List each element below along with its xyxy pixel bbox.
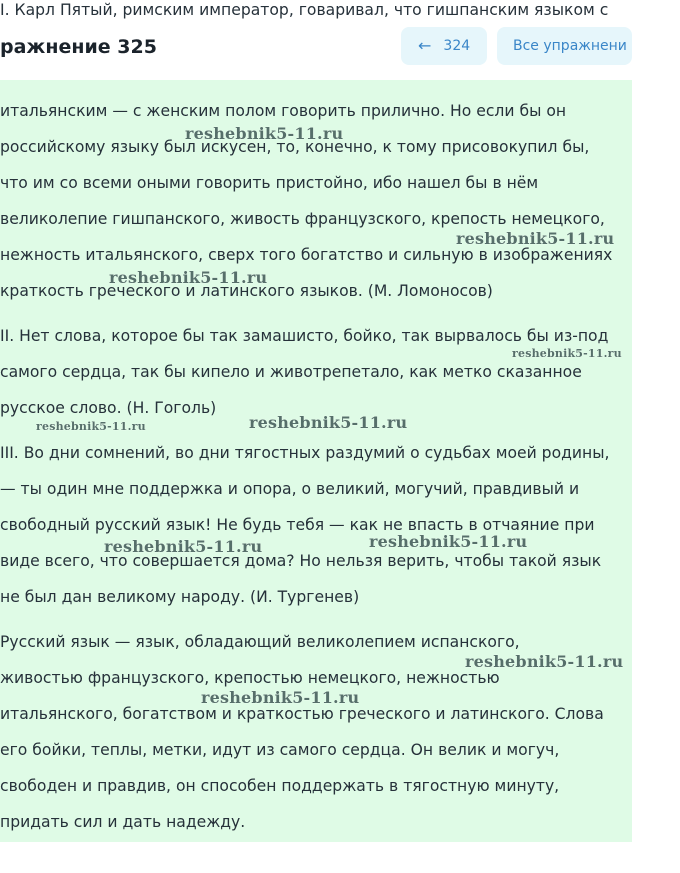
watermark: reshebnik5-11.ru (36, 420, 146, 433)
watermark: reshebnik5-11.ru (109, 268, 268, 287)
text-line: его бойки, теплы, метки, идут из самого сердца. Он велик и могуч, (0, 741, 560, 759)
previous-exercise-button[interactable] (401, 27, 487, 65)
watermark: reshebnik5-11.ru (465, 652, 624, 671)
text-line: свободный русский язык! Не будь тебя — как не впасть в отчаяние при (0, 516, 595, 534)
watermark: reshebnik5-11.ru (249, 413, 408, 432)
text-line: свободен и правдив, он способен поддержать в тягостную минуту, (0, 777, 560, 795)
text-line: живостью французского, крепостью немецкого, нежностью (0, 669, 500, 687)
text-line: итальянским — с женским полом говорить прилично. Но если бы он (0, 102, 567, 120)
text-line: нежность итальянского, сверх того богатство и сильную в изображениях (0, 246, 613, 264)
watermark: reshebnik5-11.ru (456, 229, 615, 248)
all-exercises-label: Все упражнени (513, 38, 627, 54)
text-line: русское слово. (Н. Гоголь) (0, 399, 217, 417)
text-line: III. Во дни сомнений, во дни тягостных раздумий о судьбах моей родины, (0, 444, 610, 462)
text-line: — ты один мне поддержка и опора, о великий, могучий, правдивый и (0, 480, 580, 498)
text-line: Русский язык — язык, обладающий великолепием испанского, (0, 633, 520, 651)
text-line: придать сил и дать надежду. (0, 813, 246, 831)
watermark: reshebnik5-11.ru (104, 537, 263, 556)
arrow-left-icon: ← (418, 36, 432, 55)
paragraph-turgenev (0, 435, 632, 615)
previous-exercise-label: 324 (443, 38, 471, 54)
sticky-header (0, 21, 632, 80)
page-title: ражнение 325 (0, 36, 157, 58)
text-line: виде всего, что совершается дома? Но нельзя верить, чтобы такой язык (0, 552, 602, 570)
watermark: reshebnik5-11.ru (201, 688, 360, 707)
text-line: самого сердца, так бы кипело и животрепетало, как метко сказанное (0, 363, 582, 381)
watermark: reshebnik5-11.ru (369, 532, 528, 551)
text-line: итальянского, богатством и краткостью греческого и латинского. Слова (0, 705, 604, 723)
paragraph-gogol (0, 318, 632, 426)
watermark: reshebnik5-11.ru (185, 124, 344, 143)
text-line: краткость греческого и латинского языков. (М. Ломоносов) (0, 282, 493, 300)
text-line: не был дан великому народу. (И. Тургенев) (0, 588, 360, 606)
all-exercises-button[interactable] (497, 27, 632, 65)
text-line: I. Карл Пятый, римским император, говаривал, что гишпанским языком с (0, 1, 609, 19)
text-line: российскому языку был искусен, то, конечно, к тому присовокупил бы, (0, 138, 590, 156)
text-line: II. Нет слова, которое бы так замашисто, бойко, так вырвалось бы из-под (0, 327, 609, 345)
partially-scrolled-text (0, 0, 632, 21)
watermark: reshebnik5-11.ru (512, 347, 622, 360)
text-line: великолепие гишпанского, живость французского, крепость немецкого, (0, 210, 605, 228)
text-line: что им со всеми оными говорить пристойно, ибо нашел бы в нём (0, 174, 539, 192)
